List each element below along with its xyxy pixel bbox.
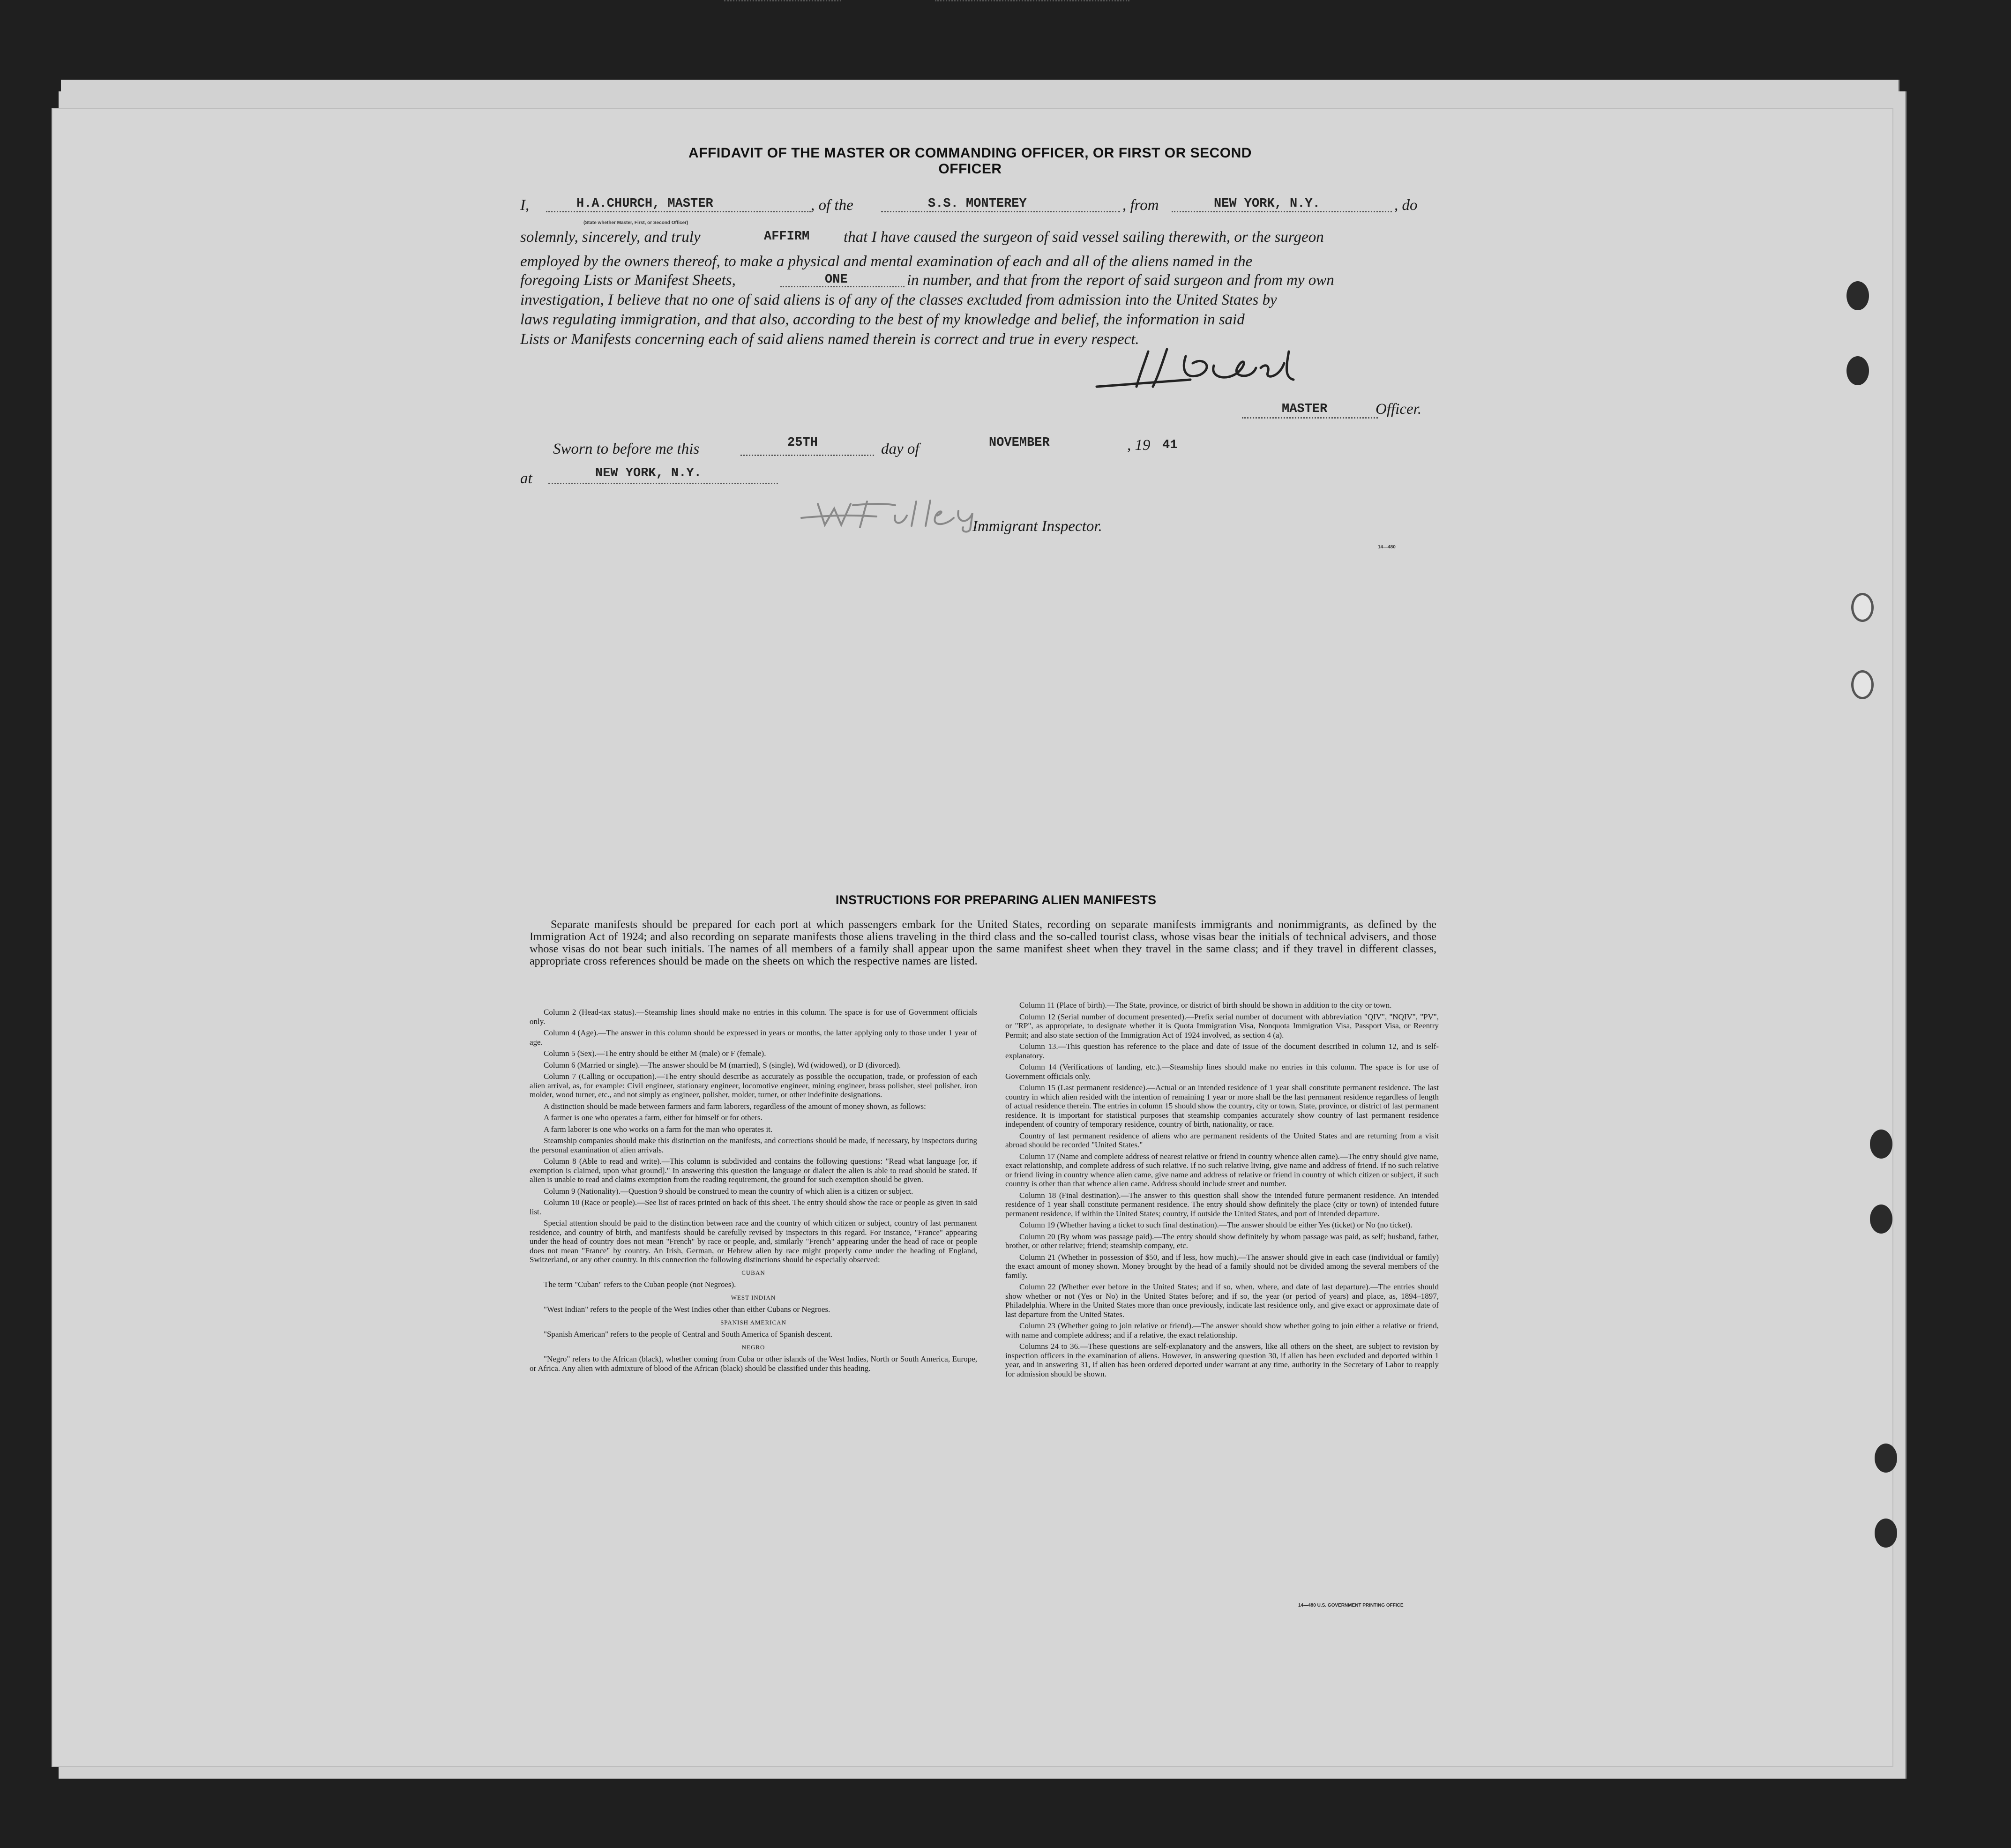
instructions-right-column	[1005, 1001, 1439, 1381]
officer-name: H.A.CHURCH, MASTER	[576, 197, 713, 211]
day-of-label: day of	[881, 441, 920, 457]
day-line	[740, 455, 874, 456]
affidavit-i: I,	[520, 197, 530, 214]
affidavit-line-4a: foregoing Lists or Manifest Sheets,	[520, 272, 736, 289]
right-paragraph: Column 13.—This question has reference to the place and date of issue of the document described in column 12, and is self-explanatory.	[1005, 1042, 1439, 1060]
heading-spanish-american: SPANISH AMERICAN	[720, 1318, 786, 1326]
binder-hole-icon	[1875, 1519, 1897, 1548]
binder-hole-icon	[1847, 356, 1869, 385]
vessel-name: S.S. MONTEREY	[928, 197, 1027, 211]
right-paragraph: Column 20 (By whom was passage paid).—The entry should show definitely by whom passage was paid, as self; husband, father, brother, or other relative; friend; steamship company, etc.	[1005, 1232, 1439, 1250]
affidavit-line-6: laws regulating immigration, and that also, according to the best of my knowledge and belief, the information in said	[520, 311, 1245, 328]
affidavit-line-2	[520, 229, 701, 246]
vessel-line	[881, 211, 1120, 212]
left-paragraph: Special attention should be paid to the distinction between race and the country of which citizen or subject, country of last permanent residence, and country of birth, and manifests should be carefully revised by inspectors in this regard. For instance, "France" appearing under the head of country does not mean "French" by race or people, and, similarly "French" appearing under the head of race or people does not mean "France" by country. An Irish, German, or Hebrew alien by race might properly come under the heading of England, Switzerland, or any other country. In this connection the following distinctions should be especially observed:	[530, 1219, 977, 1264]
form-code: 14—480	[1378, 545, 1396, 550]
affidavit-title: AFFIDAVIT OF THE MASTER OR COMMANDING OFFICER, OR FIRST OR SECOND OFFICER	[688, 145, 1252, 177]
binder-hole-icon	[1875, 1444, 1897, 1473]
affidavit-line-2-rest: that I have caused the surgeon of said vessel sailing therewith, or the surgeon	[844, 229, 1324, 246]
instructions-title: INSTRUCTIONS FOR PREPARING ALIEN MANIFESTS	[835, 893, 1157, 907]
right-paragraph: Column 11 (Place of birth).—The State, province, or district of birth should be shown in addition to the city or town.	[1019, 1001, 1392, 1010]
affirm-word: AFFIRM	[764, 230, 810, 244]
affidavit-line-7: Lists or Manifests concerning each of said aliens named therein is correct and true in every respect.	[520, 331, 1139, 348]
heading-west-indian: WEST INDIAN	[731, 1294, 776, 1301]
affidavit-line-1	[520, 197, 529, 214]
left-paragraph: Column 8 (Able to read and write).—This column is subdivided and contains the following questions: "Read what language [or, if exemption is claimed, upon what ground]." In answering this question the language or dialect the alien is able to read should be stated. If alien is unable to read and claims exemption from the reading requirement, the ground for such exemption should be given.	[530, 1157, 977, 1184]
left-paragraph: Column 7 (Calling or occupation).—The entry should describe as accurately as possible the occupation, trade, or profession of each alien arrival, as, for example: Civil engineer, stationary engineer, locomotive engineer, mining engineer, brass polisher, steel polisher, iron molder, wood turner, etc., and not simply as engineer, polisher, molder, turner, or other indefinite designations.	[530, 1072, 977, 1099]
right-paragraph: Column 23 (Whether going to join relative or friend).—The answer should show whether going to join either a relative or friend, with name and complete address; and if a relative, the exact relationship.	[1005, 1321, 1439, 1339]
rank-note: (State whether Master, First, or Second Officer)	[583, 220, 688, 225]
left-paragraph: Column 2 (Head-tax status).—Steamship lines should make no entries in this column. The space is for use of Government officials only.	[530, 1008, 977, 1026]
right-paragraph: Column 12 (Serial number of document presented).—Prefix serial number of document with abbreviation "QIV", "NQIV", "PV", or "RP", as appropriate, to designate whether it is Quota Immigration Visa, Nonquota Immigration Visa, Passport Visa, or Reentry Permit; and also state section of the Immigration Act of 1924 involved, as section 4 (a).	[1005, 1012, 1439, 1040]
manifest-count: ONE	[825, 273, 848, 287]
left-paragraph: A farmer is one who operates a farm, either for himself or for others.	[544, 1113, 763, 1122]
at-label: at	[520, 470, 532, 487]
inspector-label: Immigrant Inspector.	[972, 518, 1102, 535]
instructions-left-column	[530, 1008, 977, 1375]
right-paragraph: Column 18 (Final destination).—The answer to this question shall show the intended future permanent residence. An intended residence of 1 year shall constitute permanent residence. The entry should show definitely the place (city or town) of intended future permanent residence, if within the United States; country, if outside the United States, and port of intended departure.	[1005, 1190, 1439, 1218]
affirm-line	[724, 0, 841, 1]
left-paragraph: Steamship companies should make this distinction on the manifests, and corrections should be made, if necessary, by inspectors during the personal examination of alien arrivals.	[530, 1136, 977, 1154]
binder-hole-icon	[1851, 670, 1874, 699]
of-the-label: , of the	[811, 197, 853, 214]
west-indian-definition: "West Indian" refers to the people of the West Indies other than either Cubans or Negroes.	[544, 1305, 830, 1314]
month-line	[935, 0, 1129, 1]
right-paragraph: Column 22 (Whether ever before in the United States; and if so, when, where, and date of last departure).—The entries should show whether or not (Yes or No) in the United States before; and if so, the year (or period of years) and place, as, 1894–1897, Philadelphia. Where in the United States more than once previously, indicate last residence only, and give exact or approximate date of last departure from the United States.	[1005, 1282, 1439, 1319]
affidavit-line-3: employed by the owners thereof, to make a physical and mental examination of each and all of the aliens named in the	[520, 253, 1253, 270]
place-line	[548, 483, 778, 484]
year-prefix: , 19	[1127, 437, 1151, 454]
heading-negro: NEGRO	[741, 1343, 765, 1351]
from-label: , from	[1122, 197, 1159, 214]
solemnly-text: solemnly, sincerely, and truly	[520, 229, 701, 246]
left-paragraph: Column 9 (Nationality).—Question 9 should be construed to mean the country of which alien is a citizen or subject.	[544, 1186, 913, 1196]
spanish-american-definition: "Spanish American" refers to the people of Central and South America of Spanish descent.	[544, 1330, 833, 1339]
heading-cuban: CUBAN	[741, 1269, 765, 1276]
affidavit-line-5: investigation, I believe that no one of said aliens is of any of the classes excluded from admission into the United States by	[520, 292, 1277, 308]
binder-hole-icon	[1870, 1130, 1892, 1159]
negro-definition: "Negro" refers to the African (black), whether coming from Cuba or other islands of the West Indies, North or South America, Europe, or Africa. Any alien with admixture of blood of the African (black) should be classified under this heading.	[530, 1354, 977, 1373]
rank-signature-line	[1242, 417, 1378, 419]
officer-name-line	[546, 211, 811, 212]
sworn-text: Sworn to before me this	[553, 441, 700, 457]
binder-hole-icon	[1870, 1205, 1892, 1234]
sworn-month: NOVEMBER	[989, 436, 1050, 450]
signature-rank: MASTER	[1282, 402, 1328, 416]
left-paragraph: Column 4 (Age).—The answer in this column should be expressed in years or months, the latter applying only to those under 1 year of age.	[530, 1028, 977, 1047]
right-paragraph: Country of last permanent residence of aliens who are permanent residents of the United States and are returning from a visit abroad should be recorded "United States."	[1005, 1131, 1439, 1149]
instructions-intro: Separate manifests should be prepared for each port at which passengers embark for the United States, recording on separate manifests immigrants and nonimmigrants, as defined by the Immigration Act of 1924; and also recording on separate manifests those aliens traveling in the third class and the so-called tourist class, whose visas bear the initials of technical advisers, and those whose visas do not bear such initials. The names of all members of a family shall appear upon the same manifest sheet when they travel in the same class; and if they travel in different classes, appropriate cross references should be made on the sheets on which the respective names are listed.	[530, 919, 1436, 967]
affidavit-line-4b: in number, and that from the report of said surgeon and from my own	[907, 272, 1334, 289]
master-signature	[1092, 342, 1336, 394]
left-paragraph: Column 6 (Married or single).—The answer should be M (married), S (single), Wd (widowed), or D (divorced).	[544, 1060, 901, 1070]
sworn-place: NEW YORK, N.Y.	[595, 466, 702, 480]
right-paragraph: Column 15 (Last permanent residence).—Actual or an intended residence of 1 year shall constitute permanent residence. The last country in which alien resided with the intention of remaining 1 year or more shall be the last permanent residence regardless of length of actual residence therein. The entries in column 15 should show the country, city or town, State, province, or district of last permanent residence. It is important for statistical purposes that steamship companies accurately show country of last permanent residence independent of country of temporary residence, country of birth, nationality, or race.	[1005, 1083, 1439, 1129]
cuban-definition: The term "Cuban" refers to the Cuban people (not Negroes).	[544, 1280, 736, 1289]
right-paragraph: Column 17 (Name and complete address of nearest relative or friend in country whence alien came).—The entry should give name, exact relationship, and complete address of such relative. If no such relative living, give name and address of friend. If no such relative or friend living in country whence alien came, give name and address of relative or friend in country of which citizen or subject, if such country is other than that whence alien came. Address should include street and number.	[1005, 1152, 1439, 1188]
printing-office-footer: 14—480 U.S. GOVERNMENT PRINTING OFFICE	[1298, 1603, 1404, 1608]
left-paragraph: A distinction should be made between farmers and farm laborers, regardless of the amount of money shown, as follows:	[544, 1101, 926, 1111]
left-paragraph: Column 5 (Sex).—The entry should be either M (male) or F (female).	[544, 1049, 766, 1058]
right-paragraph: Column 14 (Verifications of landing, etc.).—Steamship lines should make no entries in this column. The space is for use of Government officials only.	[1005, 1062, 1439, 1081]
departure-port: NEW YORK, N.Y.	[1214, 197, 1320, 211]
binder-hole-icon	[1847, 281, 1869, 310]
right-paragraph: Column 21 (Whether in possession of $50, and if less, how much).—The answer should give in each case (individual or family) the exact amount of money shown. Money brought by the head of a family should not be divided among the several members of the family.	[1005, 1252, 1439, 1280]
port-line	[1172, 211, 1392, 212]
year-suffix: 41	[1162, 438, 1178, 452]
right-paragraph: Columns 24 to 36.—These questions are self-explanatory and the answers, like all others on the sheet, are subject to revision by inspection officers in the examination of aliens. However, in answering question 30, if alien has been excluded and deported within 1 year, and in answering 31, if alien has been ordered deported under warrant at any time, authority in the Secretary of Labor to reapply for admission should be shown.	[1005, 1342, 1439, 1378]
officer-suffix: Officer.	[1376, 401, 1422, 418]
left-paragraph: Column 10 (Race or people).—See list of races printed on back of this sheet. The entry should show the race or people as given in said list.	[530, 1198, 977, 1216]
right-paragraph: Column 19 (Whether having a ticket to such final destination).—The answer should be either Yes (ticket) or No (no ticket).	[1019, 1220, 1413, 1229]
left-paragraph: A farm laborer is one who works on a farm for the man who operates it.	[544, 1124, 773, 1134]
do-label: , do	[1394, 197, 1418, 214]
binder-hole-icon	[1851, 593, 1874, 622]
sworn-day: 25TH	[787, 436, 818, 450]
